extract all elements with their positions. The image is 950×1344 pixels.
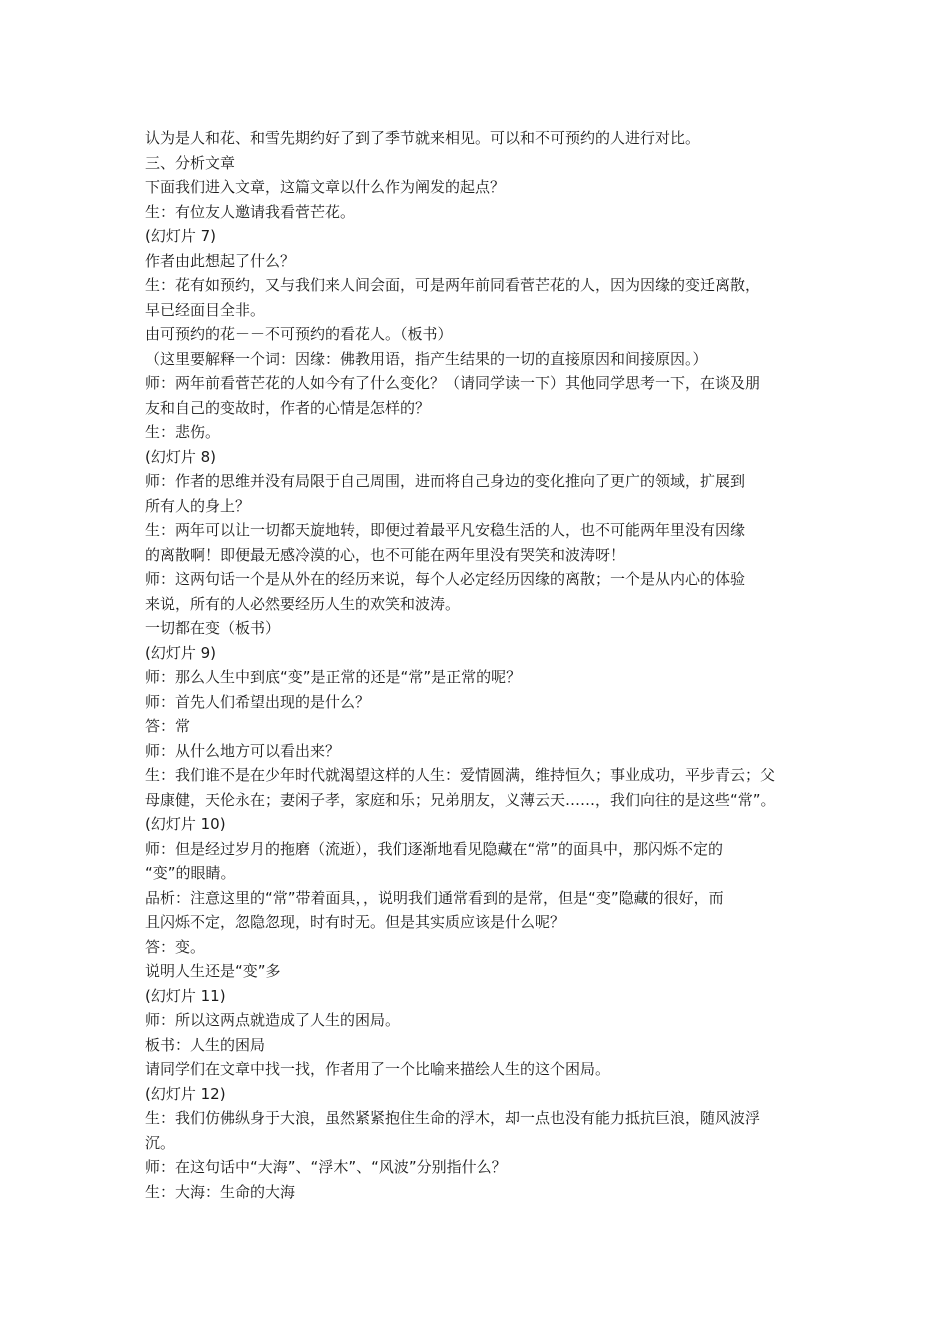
text-line: 由可预约的花－－不可预约的看花人。（板书） — [145, 325, 453, 343]
text-line: 师：所以这两点就造成了人生的困局。 — [145, 1011, 401, 1029]
text-line: 答：变。 — [145, 937, 206, 956]
text-line: 师：作者的思维并没有局限于自己周围，进而将自己身边的变化推向了更广的领域，扩展到 — [145, 472, 746, 490]
text-line: 沉。 — [145, 1133, 176, 1152]
text-line: 请同学们在文章中找一找，作者用了一个比喻来描绘人生的这个困局。 — [145, 1060, 611, 1078]
text-line: 师：两年前看菅芒花的人如今有了什么变化？（请同学读一下）其他同学思考一下，在谈及朋 — [145, 374, 761, 392]
text-line: 生：我们仿佛纵身于大浪，虽然紧紧抱住生命的浮木，却一点也没有能力抵抗巨浪，随风波浮 — [145, 1109, 761, 1127]
document-body — [145, 126, 835, 1204]
slide-marker: (幻灯片 9) — [145, 643, 217, 662]
text-line: 生：有位友人邀请我看菅芒花。 — [145, 202, 356, 221]
text-line: （这里要解释一个词：因缘：佛教用语，指产生结果的一切的直接原因和间接原因。） — [145, 349, 708, 368]
text-line: 下面我们进入文章，这篇文章以什么作为阐发的起点？ — [145, 178, 506, 196]
text-line: 来说，所有的人必然要经历人生的欢笑和波涛。 — [145, 594, 461, 613]
text-line: 母康健，天伦永在；妻闲子孝，家庭和乐；兄弟朋友，义薄云天……，我们向往的是这些“常”。 — [145, 790, 776, 809]
slide-marker: (幻灯片 10) — [145, 815, 226, 833]
text-line: 答：常 — [145, 717, 191, 735]
text-line: 师：那么人生中到底“变”是正常的还是“常”是正常的呢？ — [145, 668, 522, 686]
text-line: 作者由此想起了什么？ — [145, 251, 296, 270]
text-line: 生：我们谁不是在少年时代就渴望这样的人生：爱情圆满，维持恒久；事业成功，平步青云；父 — [145, 766, 776, 784]
text-line: 早已经面目全非。 — [145, 300, 266, 319]
slide-marker: (幻灯片 11) — [145, 986, 226, 1005]
text-line: 友和自己的变故时，作者的心情是怎样的？ — [145, 398, 431, 417]
slide-marker: (幻灯片 8) — [145, 447, 217, 466]
text-line: 且闪烁不定，忽隐忽现，时有时无。但是其实质应该是什么呢？ — [145, 913, 566, 931]
text-line: 生：大海：生命的大海 — [145, 1182, 296, 1201]
text-line: 师：在这句话中“大海”、“浮木”、“风波”分别指什么？ — [145, 1158, 507, 1176]
text-line: 板书：人生的困局 — [145, 1035, 266, 1054]
slide-marker: (幻灯片 12) — [145, 1084, 226, 1103]
text-line: 品析：注意这里的“常”带着面具，，说明我们通常看到的是常，但是“变”隐藏的很好，而 — [145, 888, 724, 907]
text-line: 生：悲伤。 — [145, 423, 221, 441]
text-line: 师：从什么地方可以看出来？ — [145, 741, 341, 760]
text-line: 师：这两句话一个是从外在的经历来说，每个人必定经历因缘的离散；一个是从内心的体验 — [145, 570, 746, 588]
slide-marker: (幻灯片 7) — [145, 227, 217, 245]
text-line: 所有人的身上？ — [145, 496, 251, 515]
text-line: 师：首先人们希望出现的是什么？ — [145, 692, 371, 711]
text-line: 说明人生还是“变”多 — [145, 962, 281, 980]
text-line: 师：但是经过岁月的拖磨（流逝），我们逐渐地看见隐藏在“常”的面具中，那闪烁不定的 — [145, 839, 724, 858]
text-line: “变”的眼睛。 — [145, 864, 236, 882]
section-heading: 三、分析文章 — [145, 153, 236, 172]
text-line: 的离散啊！即便最无感冷漠的心，也不可能在两年里没有哭笑和波涛呀！ — [145, 545, 626, 564]
text-line: 认为是人和花、和雪先期约好了到了季节就来相见。可以和不可预约的人进行对比。 — [145, 129, 701, 147]
text-line: 一切都在变（板书） — [145, 619, 281, 637]
text-line: 生：花有如预约，又与我们来人间会面，可是两年前同看菅芒花的人，因为因缘的变迁离散， — [145, 276, 761, 294]
text-line: 生：两年可以让一切都天旋地转，即便过着最平凡安稳生活的人，也不可能两年里没有因缘 — [145, 521, 746, 539]
